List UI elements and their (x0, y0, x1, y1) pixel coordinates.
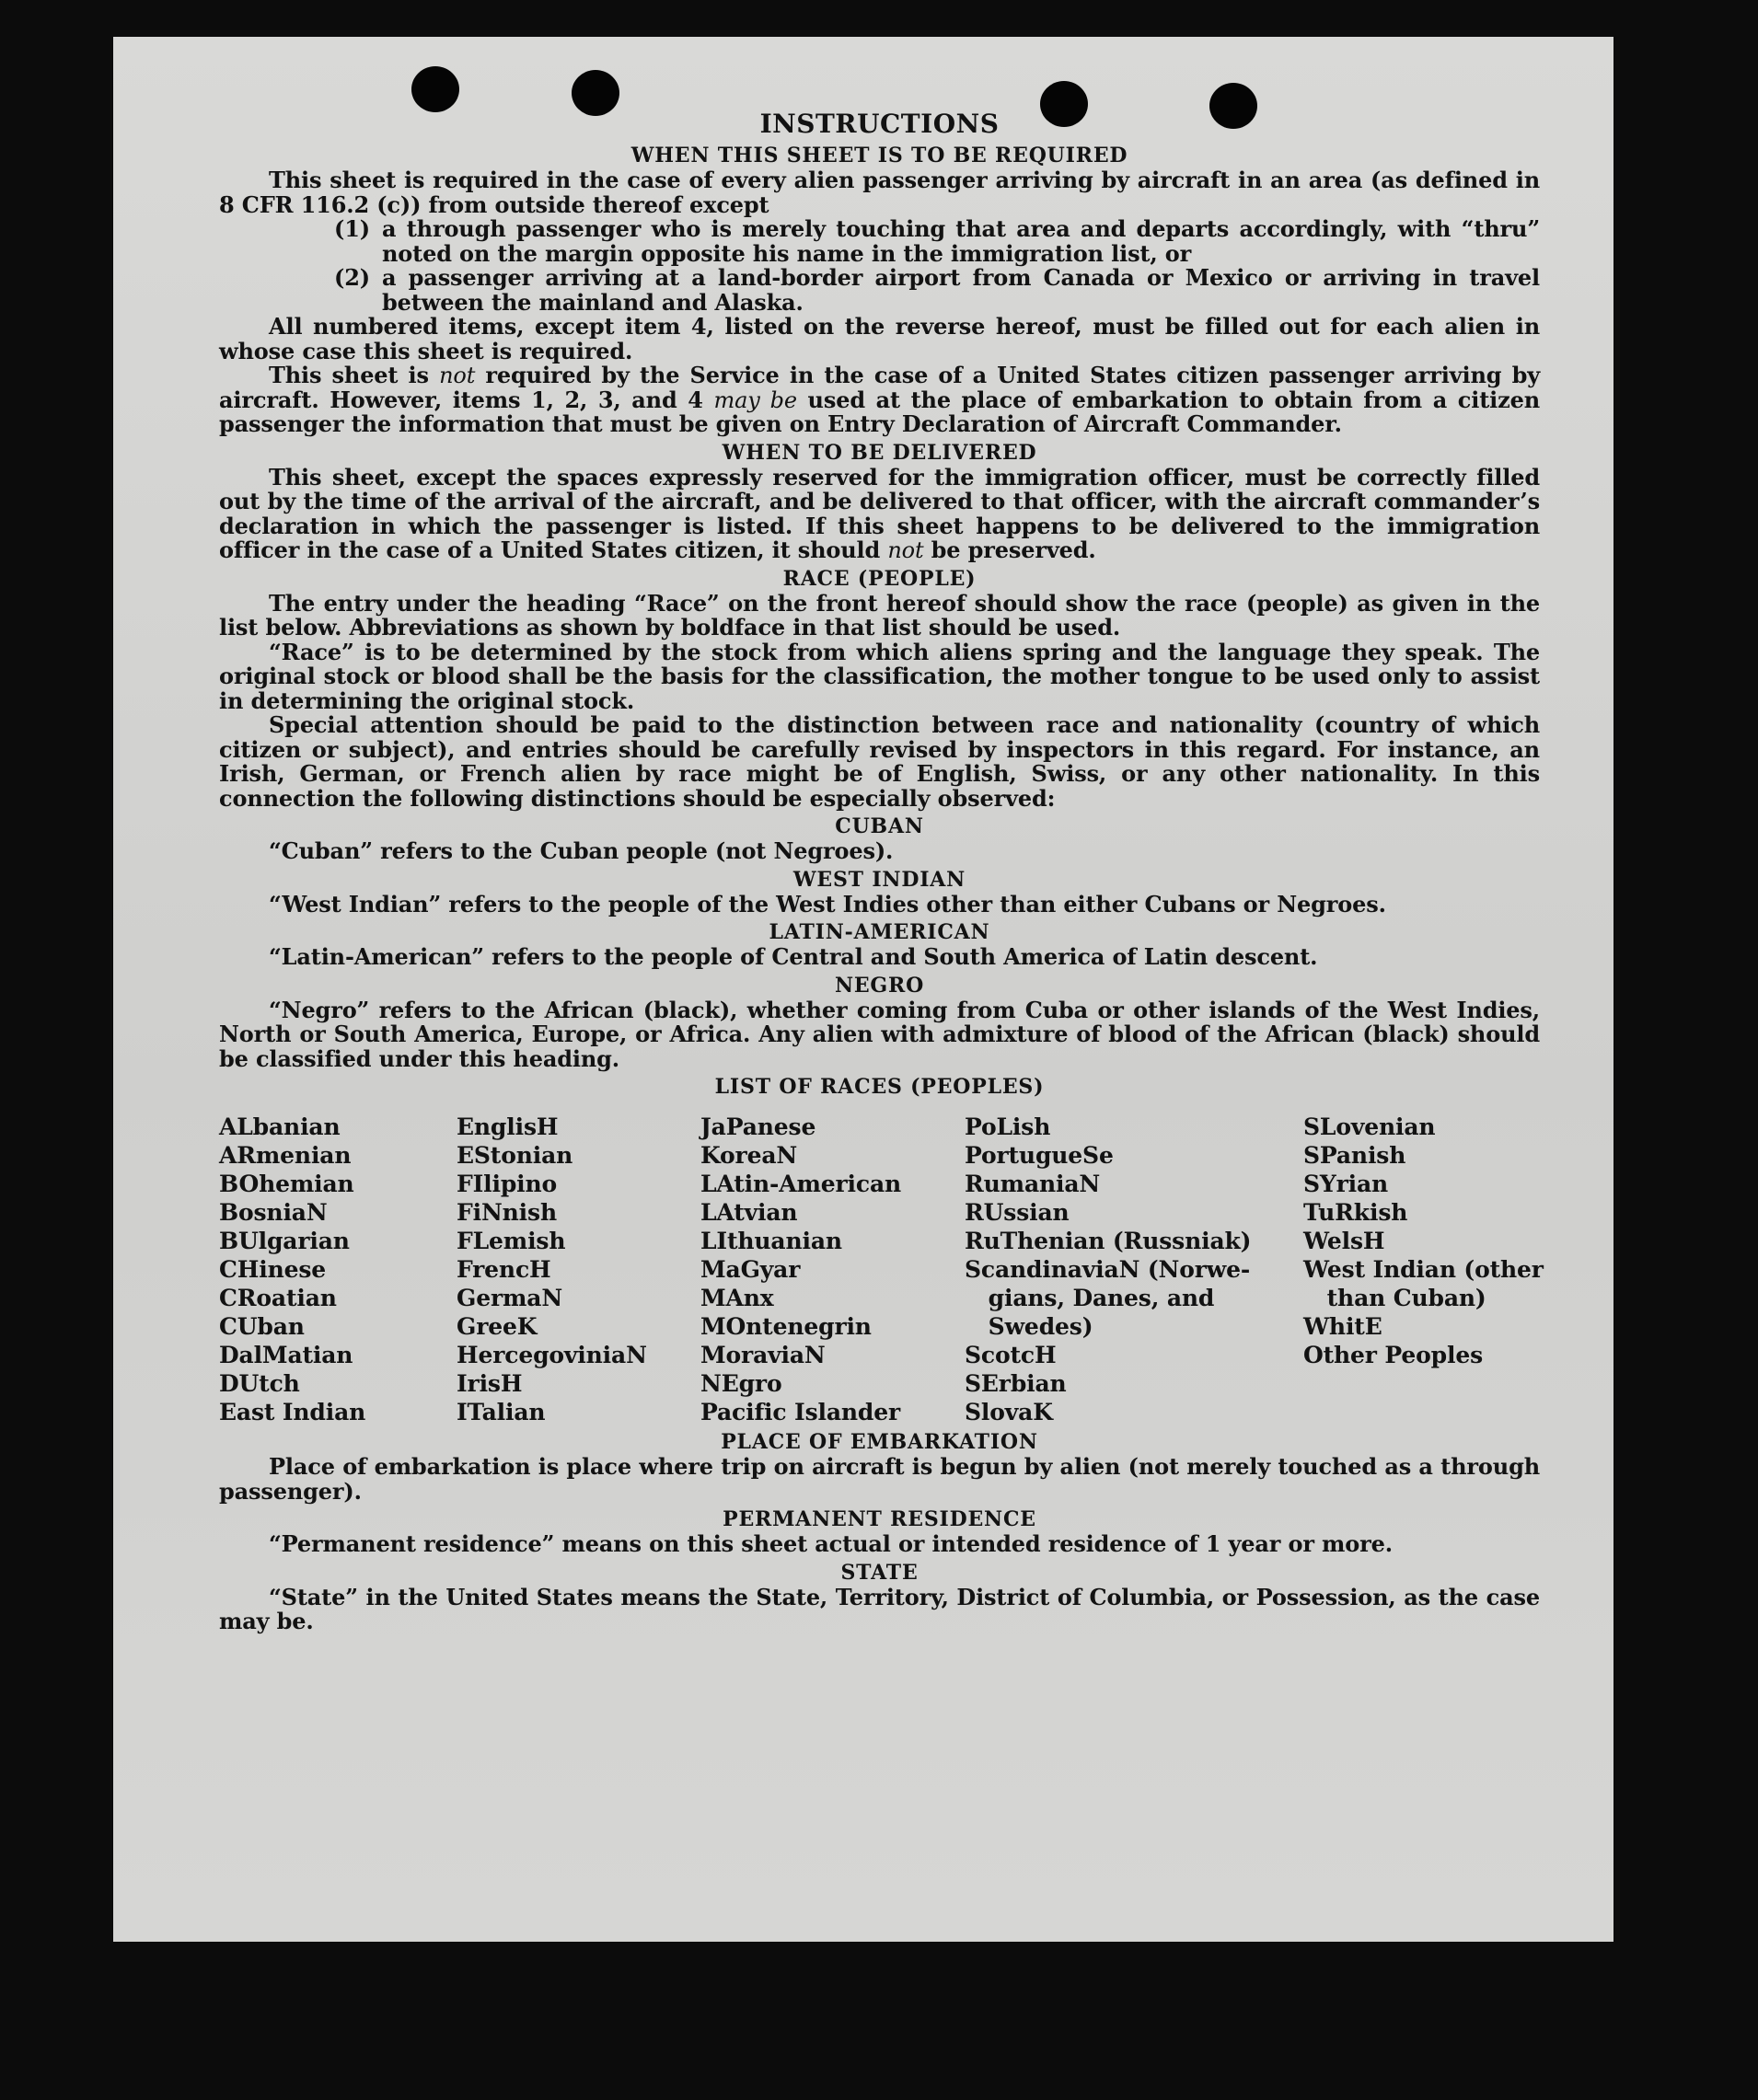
race-entry: BosniaN (219, 1199, 328, 1226)
race-entry: CUban (219, 1313, 305, 1340)
race-entry: ARmenian (219, 1142, 352, 1169)
race-entry: SErbian (965, 1370, 1067, 1397)
item-number: (2) (334, 264, 370, 291)
race-entry: LAtvian (700, 1199, 798, 1226)
list-item (334, 266, 1540, 315)
race-entry: East Indian (219, 1399, 366, 1425)
race-entry: BUlgarian (219, 1228, 350, 1254)
race-entry: GermaN (457, 1285, 563, 1311)
race-entry: Other Peoples (1303, 1342, 1483, 1368)
race-entry: HercegoviniaN (457, 1342, 647, 1368)
race-entry: SLovenian (1303, 1113, 1436, 1140)
race-entry: IrisH (457, 1370, 523, 1397)
heading-place-of-embarkation: PLACE OF EMBARKATION (721, 1430, 1038, 1454)
paragraph (219, 463, 1540, 563)
race-entry: TuRkish (1303, 1199, 1408, 1226)
race-entry: RumaniaN (965, 1171, 1101, 1197)
race-entry: West Indian (other (1303, 1256, 1544, 1283)
punch-hole (411, 66, 459, 112)
heading-west-indian: WEST INDIAN (792, 867, 966, 892)
paragraph: This sheet is required in the case of every alien passenger arriving by aircraft in an area (as defined in 8 CFR 116.2 (c)) from outside thereof except (219, 167, 1540, 218)
race-entry: DUtch (219, 1370, 300, 1397)
race-entry: WhitE (1303, 1313, 1382, 1340)
race-entry: NEgro (700, 1370, 782, 1397)
race-entry: MAnx (700, 1285, 774, 1311)
race-entry: BOhemian (219, 1171, 354, 1197)
race-entry: PoLish (965, 1113, 1051, 1140)
italic-text: not (439, 363, 476, 388)
text-run: This sheet is (269, 362, 440, 388)
race-entry: GreeK (457, 1313, 538, 1340)
paragraph: Special attention should be paid to the distinction between race and nationality (country of which citizen or subject), and entries should be carefully revised by inspectors in this regard. For instance, an Irish, German, or French alien by race might be of English, Swiss, or any other nationality. In this connection the following distinctions should be especially observed: (219, 711, 1540, 812)
races-column (965, 1113, 1303, 1426)
list-item (334, 217, 1540, 266)
paragraph: Place of embarkation is place where trip on aircraft is begun by alien (not merely touched as a through passenger). (219, 1453, 1540, 1505)
race-entry: CRoatian (219, 1285, 337, 1311)
race-entry: RuThenian (Russniak) (965, 1228, 1252, 1254)
italic-text: not (887, 537, 924, 563)
race-entry: FrencH (457, 1256, 551, 1283)
item-text: a through passenger who is merely touching that area and departs accordingly, with “thru” noted on the margin opposite his name in the immigration list, or (382, 215, 1540, 267)
race-entry: SPanish (1303, 1142, 1406, 1169)
text-run: required by the Service in the case of a United States citizen passenger arriving by aircraft. However, items 1, 2, 3, and 4 (219, 362, 1540, 413)
heading-permanent-residence: PERMANENT RESIDENCE (723, 1507, 1036, 1531)
race-entry: ALbanian (219, 1113, 341, 1140)
paragraph: The entry under the heading “Race” on the front hereof should show the race (people) as given in the list below. Abbreviations as shown by boldface in that list should be used. (219, 589, 1540, 640)
item-number: (1) (334, 215, 370, 242)
heading-state: STATE (840, 1560, 919, 1585)
race-entry: JaPanese (700, 1113, 816, 1140)
race-entry: FLemish (457, 1228, 566, 1254)
definition-negro: “Negro” refers to the African (black), whether coming from Cuba or other islands of the West Indies, North or South America, Europe, or Africa. Any alien with admixture of blood of the African (black) should be classified under this heading. (219, 996, 1540, 1072)
definition-latin-american: “Latin-American” refers to the people of Central and South America of Latin descent. (269, 943, 1318, 970)
race-entry: Pacific Islander (700, 1399, 901, 1425)
instructions-body (219, 109, 1544, 1634)
race-entry: EnglisH (457, 1113, 559, 1140)
race-entry: Swedes) (965, 1313, 1093, 1340)
race-entry: MOntenegrin (700, 1313, 872, 1340)
heading-when-delivered: WHEN TO BE DELIVERED (722, 440, 1037, 465)
heading-latin-american: LATIN-AMERICAN (769, 920, 990, 944)
document-page (113, 37, 1613, 1942)
races-column (219, 1113, 457, 1426)
text-run: be preserved. (923, 537, 1096, 563)
race-entry: ScandinaviaN (Norwe- (965, 1256, 1251, 1283)
races-column (700, 1113, 965, 1426)
race-entry: RUssian (965, 1199, 1070, 1226)
paragraph: All numbered items, except item 4, listed on the reverse hereof, must be filled out for each alien in whose case this sheet is required. (219, 313, 1540, 364)
heading-when-required: WHEN THIS SHEET IS TO BE REQUIRED (630, 144, 1128, 167)
heading-race: RACE (PEOPLE) (782, 566, 977, 591)
paragraph: “Race” is to be determined by the stock from which aliens spring and the language they speak. The original stock or blood shall be the basis for the classification, the mother tongue to be used only to assist in determining the original stock. (219, 638, 1540, 714)
paragraph: “Permanent residence” means on this sheet actual or intended residence of 1 year or more. (269, 1530, 1393, 1557)
definition-west-indian: “West Indian” refers to the people of the West Indies other than either Cubans or Negroes. (269, 890, 1386, 917)
race-entry: PortugueSe (965, 1142, 1114, 1169)
races-column (457, 1113, 700, 1426)
heading-cuban: CUBAN (835, 814, 924, 838)
page-title: INSTRUCTIONS (759, 109, 1000, 139)
race-entry: CHinese (219, 1256, 327, 1283)
race-entry: ITalian (457, 1399, 546, 1425)
race-entry: LAtin-American (700, 1171, 902, 1197)
heading-negro: NEGRO (834, 973, 925, 998)
race-entry: KoreaN (700, 1142, 798, 1169)
race-entry: MoraviaN (700, 1342, 826, 1368)
race-entry: FIlipino (457, 1171, 558, 1197)
race-entry: FiNnish (457, 1199, 557, 1226)
item-text: a passenger arriving at a land-border airport from Canada or Mexico or arriving in travel between the mainland and Alaska. (382, 264, 1540, 316)
text-run: This sheet, except the spaces expressly reserved for the immigration officer, must be correctly filled out by the time of the arrival of the aircraft, and be delivered to that officer, with the aircraft commander’s declaration in which the passenger is listed. If this sheet happens to be delivered to the immigration officer in the case of a United States citizen, it should (219, 463, 1540, 563)
race-entry: SYrian (1303, 1171, 1389, 1197)
definition-cuban: “Cuban” refers to the Cuban people (not Negroes). (269, 837, 894, 864)
heading-list-of-races: LIST OF RACES (PEOPLES) (714, 1075, 1045, 1099)
races-list (219, 1113, 1544, 1426)
race-entry: than Cuban) (1303, 1285, 1486, 1311)
race-entry: MaGyar (700, 1256, 801, 1283)
race-entry: EStonian (457, 1142, 573, 1169)
paragraph (219, 363, 1540, 437)
italic-text: may be (713, 387, 797, 413)
race-entry: DalMatian (219, 1342, 353, 1368)
race-entry: LIthuanian (700, 1228, 842, 1254)
text-run: used at the place of embarkation to obtain from a citizen passenger the information that must be given on Entry Declaration of Aircraft Commander. (219, 386, 1541, 437)
race-entry: SlovaK (965, 1399, 1053, 1425)
paragraph: “State” in the United States means the State, Territory, District of Columbia, or Possession, as the case may be. (219, 1583, 1540, 1634)
races-column (1303, 1113, 1544, 1426)
race-entry: gians, Danes, and (965, 1285, 1215, 1311)
race-entry: ScotcH (965, 1342, 1057, 1368)
race-entry: WelsH (1303, 1228, 1385, 1254)
